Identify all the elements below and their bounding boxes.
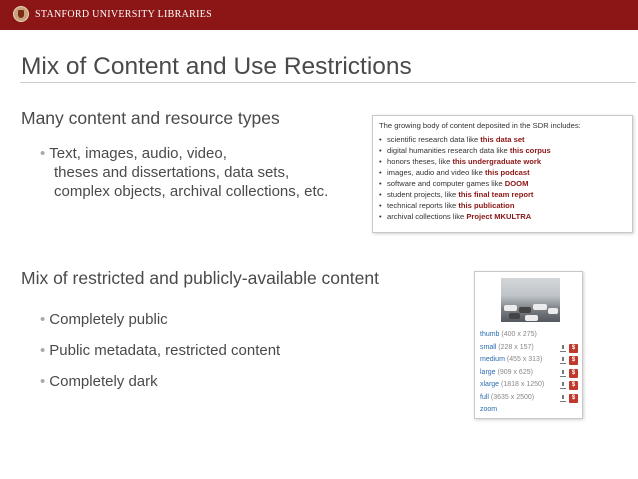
restricted-badge: $: [569, 394, 578, 403]
download-icon[interactable]: [560, 345, 566, 352]
sdr-item-text: archival collections like: [387, 212, 467, 221]
sdr-item-link[interactable]: Project MKULTRA: [466, 212, 532, 221]
size-link[interactable]: xlarge: [480, 381, 500, 388]
size-row: [480, 379, 580, 392]
size-row: [480, 342, 580, 355]
section2-bullet-2: • Public metadata, restricted content: [40, 342, 281, 359]
size-row: [480, 404, 580, 417]
stanford-seal-icon: [13, 6, 29, 22]
list-bullet-icon: •: [379, 190, 382, 199]
list-bullet-icon: •: [379, 212, 382, 221]
sdr-item-link[interactable]: this publication: [458, 201, 515, 210]
size-link[interactable]: thumb: [480, 331, 500, 338]
download-icon[interactable]: [560, 382, 566, 389]
sdr-list-item: [379, 134, 626, 145]
size-dimensions: (455 x 313): [506, 356, 543, 363]
download-icon[interactable]: [560, 357, 566, 364]
sdr-list-item: [379, 145, 626, 156]
sdr-list-item: [379, 189, 626, 200]
download-icon[interactable]: [560, 395, 566, 402]
list-bullet-icon: •: [379, 201, 382, 210]
list-bullet-icon: •: [379, 168, 382, 177]
size-link[interactable]: medium: [480, 356, 505, 363]
sdr-item-link[interactable]: this final team report: [458, 190, 534, 199]
sdr-list-item: [379, 167, 626, 178]
section2-heading: Mix of restricted and publicly-available content: [21, 268, 379, 288]
sdr-list-item: [379, 200, 626, 211]
list-bullet-icon: •: [379, 135, 382, 144]
bullet-dot-icon: •: [40, 145, 46, 162]
size-link[interactable]: full: [480, 393, 489, 401]
bullet-dot-icon: •: [40, 373, 46, 390]
size-dimensions: (909 x 625): [497, 368, 533, 376]
section1-bullet: • Text, images, audio, video, theses and dissertations, data sets, complex objects, archival collections, etc.: [40, 145, 329, 200]
sdr-item-link[interactable]: this corpus: [509, 146, 551, 155]
sdr-item-text: scientific research data like: [387, 135, 481, 144]
sdr-item-text: technical reports like: [387, 201, 459, 210]
section2-bullet-3: • Completely dark: [40, 373, 158, 390]
size-row: [480, 392, 580, 405]
sdr-list-item: [379, 211, 626, 222]
size-link[interactable]: zoom: [480, 406, 498, 413]
section2-bullet-1: • Completely public: [40, 311, 168, 328]
sdr-item-text: images, audio and video like: [387, 168, 485, 177]
race-cars-photo: [501, 278, 560, 322]
restricted-badge: $: [569, 381, 578, 390]
size-list: [480, 329, 580, 417]
sdr-item-text: honors theses, like: [387, 157, 453, 166]
download-icon[interactable]: [560, 370, 566, 377]
sdr-heading: The growing body of content deposited in the SDR includes:: [379, 121, 581, 130]
size-row: [480, 367, 580, 380]
size-dimensions: (400 x 275): [501, 331, 537, 338]
size-link[interactable]: small: [480, 343, 497, 351]
org-name: STANFORD UNIVERSITY LIBRARIES: [35, 9, 212, 20]
size-row: [480, 329, 580, 342]
sdr-content-screenshot: [372, 115, 633, 233]
size-dimensions: (228 x 157): [498, 343, 534, 351]
sdr-item-text: software and computer games like: [387, 179, 505, 188]
list-bullet-icon: •: [379, 179, 382, 188]
restricted-badge: $: [569, 356, 578, 365]
image-sizes-screenshot: [474, 271, 583, 419]
sdr-item-text: student projects, like: [387, 190, 459, 199]
title-divider: [20, 82, 636, 83]
list-bullet-icon: •: [379, 157, 382, 166]
sdr-list: [379, 134, 626, 222]
slide-title: Mix of Content and Use Restrictions: [21, 53, 412, 80]
bullet-dot-icon: •: [40, 311, 46, 328]
sdr-item-link[interactable]: this podcast: [484, 168, 530, 177]
restricted-badge: $: [569, 344, 578, 353]
sdr-item-link[interactable]: this undergraduate work: [452, 157, 542, 166]
list-bullet-icon: •: [379, 146, 382, 155]
section1-heading: Many content and resource types: [21, 108, 280, 128]
sdr-item-link[interactable]: DOOM: [504, 179, 529, 188]
bullet-dot-icon: •: [40, 342, 46, 359]
size-dimensions: (1818 x 1250): [501, 381, 545, 388]
sdr-list-item: [379, 156, 626, 167]
size-link[interactable]: large: [480, 368, 496, 376]
sdr-item-text: digital humanities research data like: [387, 146, 510, 155]
size-row: [480, 354, 580, 367]
restricted-badge: $: [569, 369, 578, 378]
sdr-item-link[interactable]: this data set: [480, 135, 525, 144]
header-bar: [0, 0, 638, 30]
sdr-list-item: [379, 178, 626, 189]
size-dimensions: (3635 x 2500): [490, 393, 535, 401]
